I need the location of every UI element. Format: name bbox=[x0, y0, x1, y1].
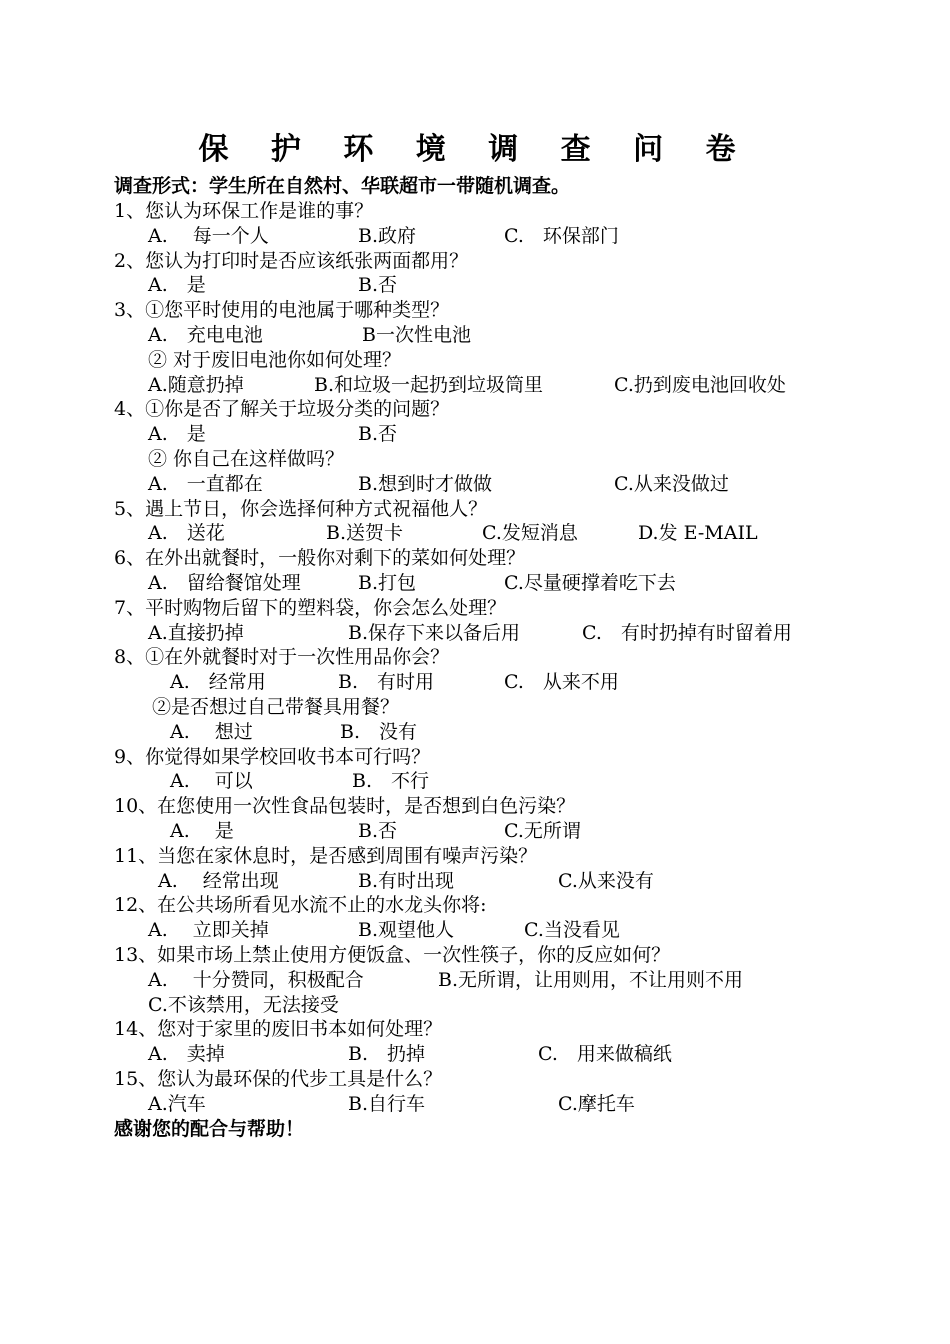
answer-option: C. 从来不用 bbox=[504, 671, 619, 694]
answer-line bbox=[0, 621, 950, 646]
answer-option: A. 是 bbox=[170, 820, 234, 842]
answer-option: A.随意扔掉 bbox=[148, 373, 244, 396]
answer-line bbox=[0, 819, 950, 844]
answer-option: B. 扔掉 bbox=[348, 1043, 426, 1066]
question-line bbox=[0, 546, 950, 571]
sub-question-text: C.不该禁用，无法接受 bbox=[148, 993, 339, 1016]
question-text: 15、您认为最环保的代步工具是什么？ bbox=[114, 1068, 443, 1090]
answer-option: B.无所谓，让用则用，不让用则不用 bbox=[438, 968, 744, 991]
answer-option: C. 有时扔掉有时留着用 bbox=[582, 621, 792, 644]
question-line bbox=[0, 249, 950, 274]
answer-option: B一次性电池 bbox=[362, 324, 471, 346]
survey-form-line bbox=[0, 174, 950, 199]
answer-option: A. 一直都在 bbox=[148, 472, 263, 495]
answer-option: B.保存下来以备后用 bbox=[348, 621, 521, 644]
answer-option: C. 用来做稿纸 bbox=[538, 1043, 672, 1066]
answer-line bbox=[0, 918, 950, 943]
answer-line bbox=[0, 769, 950, 794]
answer-option: C.发短消息 bbox=[482, 522, 578, 545]
question-text: 4、①你是否了解关于垃圾分类的问题？ bbox=[114, 398, 450, 421]
answer-option: B.自行车 bbox=[348, 1092, 426, 1115]
thanks-text: 感谢您的配合与帮助！ bbox=[114, 1117, 305, 1140]
question-text: 14、您对于家里的废旧书本如何处理？ bbox=[114, 1018, 443, 1041]
answer-option: A.直接扔掉 bbox=[148, 621, 244, 644]
answer-option: B. 没有 bbox=[340, 720, 418, 743]
answer-option: B.和垃圾一起扔到垃圾筒里 bbox=[314, 373, 544, 396]
answer-option: B.否 bbox=[358, 274, 398, 297]
answer-option: A. 是 bbox=[148, 423, 206, 446]
answer-line bbox=[0, 571, 950, 596]
answer-line bbox=[0, 323, 950, 348]
question-text: 5、遇上节日，你会选择何种方式祝福他人？ bbox=[114, 497, 488, 520]
answer-line bbox=[0, 472, 950, 497]
answer-option: C.当没看见 bbox=[524, 919, 620, 942]
question-line bbox=[0, 645, 950, 670]
answer-option: C.从来没有 bbox=[558, 869, 654, 892]
survey-form-text: 调查形式：学生所在自然村、华联超市一带随机调查。 bbox=[114, 175, 571, 197]
question-text: 3、①您平时使用的电池属于哪种类型？ bbox=[114, 299, 450, 322]
answer-line bbox=[0, 447, 950, 472]
answer-line bbox=[0, 373, 950, 398]
answer-option: A. 十分赞同，积极配合 bbox=[148, 968, 364, 991]
question-text: 12、在公共场所看见水流不止的水龙头你将: bbox=[114, 894, 487, 917]
question-line bbox=[0, 794, 950, 819]
answer-line bbox=[0, 695, 950, 720]
answer-option: B.送贺卡 bbox=[326, 522, 404, 545]
answer-option: A. 经常出现 bbox=[158, 869, 279, 892]
answer-option: B. 不行 bbox=[352, 770, 430, 793]
answer-line bbox=[0, 670, 950, 695]
answer-line bbox=[0, 993, 950, 1018]
answer-option: C.无所谓 bbox=[504, 820, 581, 842]
thanks-line bbox=[0, 1117, 950, 1142]
question-line bbox=[0, 844, 950, 869]
answer-option: A. 送花 bbox=[148, 522, 225, 545]
answer-option: A. 想过 bbox=[170, 720, 253, 743]
sub-question-text: ② 你自己在这样做吗？ bbox=[148, 448, 345, 470]
answer-option: A. 卖掉 bbox=[148, 1043, 225, 1066]
answer-option: D.发 E-MAIL bbox=[638, 522, 758, 545]
page-title: 保 护 环 境 调 查 问 卷 bbox=[198, 132, 752, 167]
question-line bbox=[0, 943, 950, 968]
answer-option: A. 是 bbox=[148, 274, 206, 297]
answer-option: B.政府 bbox=[358, 224, 417, 247]
question-line bbox=[0, 298, 950, 323]
answer-option: B.否 bbox=[358, 820, 398, 842]
answer-option: B.想到时才做做 bbox=[358, 472, 493, 495]
answer-option: B.否 bbox=[358, 423, 398, 446]
question-text: 6、在外出就餐时，一般你对剩下的菜如何处理？ bbox=[114, 547, 526, 570]
question-line bbox=[0, 199, 950, 224]
question-line bbox=[0, 1067, 950, 1092]
sub-question-text: ②是否想过自己带餐具用餐？ bbox=[152, 696, 400, 718]
answer-line bbox=[0, 348, 950, 373]
answer-line bbox=[0, 1042, 950, 1067]
question-text: 9、你觉得如果学校回收书本可行吗？ bbox=[114, 745, 431, 768]
answer-line bbox=[0, 422, 950, 447]
answer-option: A. 留给餐馆处理 bbox=[148, 572, 301, 594]
question-line bbox=[0, 745, 950, 770]
answer-option: C.从来没做过 bbox=[614, 472, 729, 495]
answer-option: A. 立即关掉 bbox=[148, 919, 269, 942]
answer-line bbox=[0, 1092, 950, 1117]
question-line bbox=[0, 397, 950, 422]
answer-line bbox=[0, 273, 950, 298]
question-text: 1、您认为环保工作是谁的事？ bbox=[114, 200, 374, 222]
answer-line bbox=[0, 521, 950, 546]
answer-option: A. 每一个人 bbox=[148, 224, 269, 247]
answer-line bbox=[0, 869, 950, 894]
question-line bbox=[0, 893, 950, 918]
question-line bbox=[0, 596, 950, 621]
question-line bbox=[0, 1017, 950, 1042]
answer-line bbox=[0, 224, 950, 249]
answer-option: B.有时出现 bbox=[358, 869, 455, 892]
answer-option: A. 可以 bbox=[170, 770, 253, 793]
answer-option: B. 有时用 bbox=[338, 671, 435, 694]
question-text: 10、在您使用一次性食品包装时，是否想到白色污染？ bbox=[114, 795, 576, 818]
answer-option: C. 环保部门 bbox=[504, 224, 619, 247]
question-text: 8、①在外就餐时对于一次性用品你会？ bbox=[114, 646, 450, 669]
answer-option: A.汽车 bbox=[148, 1092, 206, 1115]
question-line bbox=[0, 497, 950, 522]
answer-option: C.尽量硬撑着吃下去 bbox=[504, 572, 676, 594]
answer-line bbox=[0, 968, 950, 993]
question-text: 11、当您在家休息时，是否感到周围有噪声污染？ bbox=[114, 844, 538, 867]
question-text: 13、如果市场上禁止使用方便饭盒、一次性筷子，你的反应如何？ bbox=[114, 944, 671, 966]
answer-option: A. 充电电池 bbox=[148, 324, 263, 346]
answer-option: B.观望他人 bbox=[358, 919, 455, 942]
question-text: 2、您认为打印时是否应该纸张两面都用？ bbox=[114, 249, 469, 272]
answer-line bbox=[0, 720, 950, 745]
answer-option: A. 经常用 bbox=[170, 671, 266, 694]
answer-option: C.摩托车 bbox=[558, 1092, 635, 1115]
answer-option: C.扔到废电池回收处 bbox=[614, 373, 786, 396]
answer-option: B.打包 bbox=[358, 572, 417, 594]
question-text: 7、平时购物后留下的塑料袋，你会怎么处理？ bbox=[114, 596, 507, 619]
sub-question-text: ② 对于废旧电池你如何处理？ bbox=[148, 348, 402, 371]
